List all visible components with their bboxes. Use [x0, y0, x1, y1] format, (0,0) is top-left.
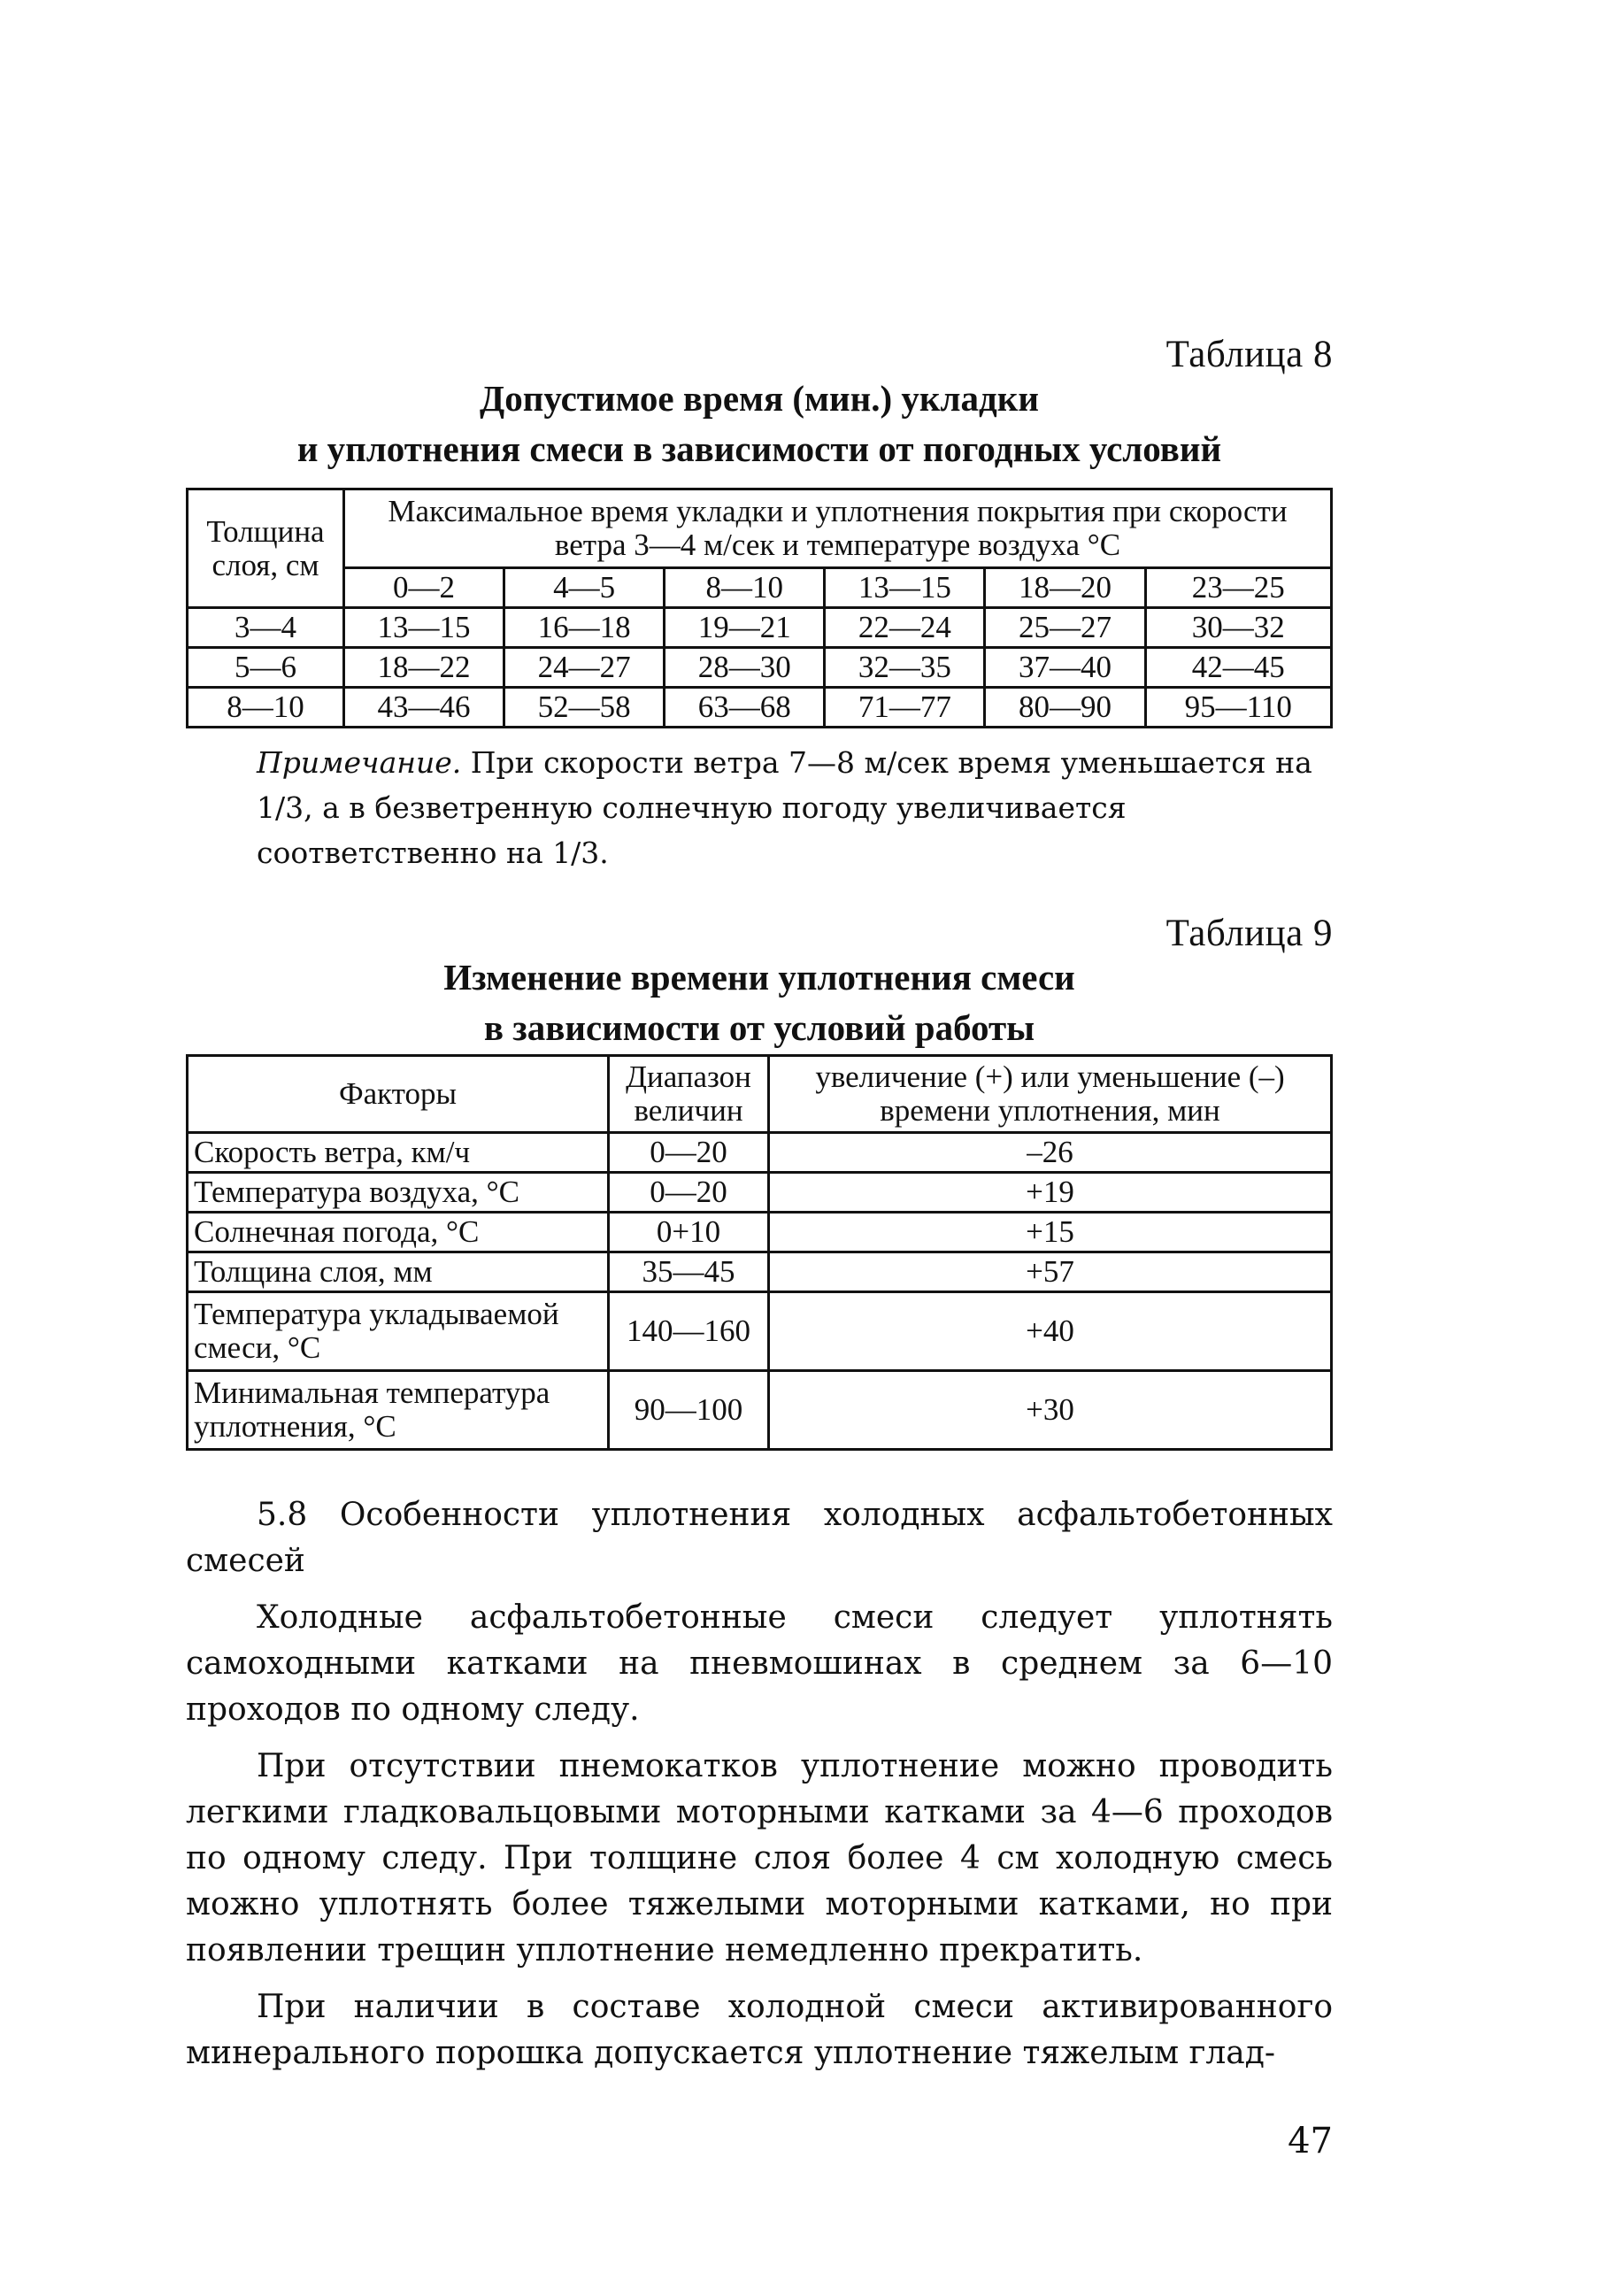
- document-page: [186, 0, 1333, 2296]
- header-change: увеличение (+) или уменьшение (–) времени уплотнения, мин: [769, 1056, 1332, 1133]
- temp-range-cell: 23—25: [1145, 568, 1331, 608]
- header-thickness: Толщина слоя, см: [188, 489, 344, 608]
- temp-range-cell: 0—2: [344, 568, 504, 608]
- value-cell: 63—68: [665, 688, 825, 728]
- value-cell: 30—32: [1145, 608, 1331, 648]
- factor-cell: Солнечная погода, °С: [188, 1213, 609, 1252]
- factor-cell: Температура укладываемой смеси, °С: [188, 1292, 609, 1371]
- factor-cell: Температура воздуха, °С: [188, 1173, 609, 1213]
- paragraph: При отсутствии пнемокатков уплотнение можно проводить легкими гладковальцовыми моторными катками за 4—6 проходов по одному следу. При толщине слоя более 4 см холодную смесь можно уплотнять более тяжелыми моторными катками, но при появлении трещин уплотнение немедленно прекратить.: [186, 1748, 1333, 1969]
- value-cell: 22—24: [825, 608, 985, 648]
- table-8-caption-line-2: и уплотнения смеси в зависимости от погодных условий: [296, 428, 1222, 469]
- value-cell: 42—45: [1145, 648, 1331, 688]
- value-cell: 16—18: [504, 608, 665, 648]
- section-heading: 5.8 Особенности уплотнения холодных асфальтобетонных смесей: [186, 1497, 1333, 1579]
- table-9-caption-line-2: в зависимости от условий работы: [483, 1007, 1035, 1048]
- change-cell: +15: [769, 1213, 1332, 1252]
- temp-range-cell: 18—20: [985, 568, 1145, 608]
- table-8-note: [257, 740, 1333, 875]
- value-cell: 19—21: [665, 608, 825, 648]
- table-row: [188, 688, 1332, 728]
- header-max-time: Максимальное время укладки и уплотнения покрытия при скорости ветра 3—4 м/сек и температуре воздуха °С: [344, 489, 1332, 568]
- table-row: [188, 1213, 1332, 1252]
- header-factors: Факторы: [188, 1056, 609, 1133]
- thickness-cell: 8—10: [188, 688, 344, 728]
- table-row: [188, 1133, 1332, 1173]
- paragraph: Холодные асфальтобетонные смеси следует уплотнять самоходными катками на пневмошинах в среднем за 6—10 проходов по одному следу.: [186, 1599, 1333, 1728]
- table-8-number: Таблица 8: [1165, 334, 1333, 375]
- temp-range-cell: 13—15: [825, 568, 985, 608]
- value-cell: 24—27: [504, 648, 665, 688]
- note-label: Примечание.: [257, 745, 462, 780]
- table-8: [186, 488, 1333, 728]
- range-cell: 140—160: [609, 1292, 769, 1371]
- thickness-cell: 3—4: [188, 608, 344, 648]
- table-row: [188, 1371, 1332, 1450]
- table-9-number: Таблица 9: [1165, 913, 1333, 954]
- page-number: 47: [1288, 2121, 1333, 2161]
- value-cell: 28—30: [665, 648, 825, 688]
- range-cell: 90—100: [609, 1371, 769, 1450]
- thickness-cell: 5—6: [188, 648, 344, 688]
- value-cell: 25—27: [985, 608, 1145, 648]
- value-cell: 37—40: [985, 648, 1145, 688]
- value-cell: 43—46: [344, 688, 504, 728]
- table-row: [188, 1252, 1332, 1292]
- table-row: [188, 648, 1332, 688]
- temp-range-cell: 4—5: [504, 568, 665, 608]
- value-cell: 32—35: [825, 648, 985, 688]
- change-cell: –26: [769, 1133, 1332, 1173]
- temp-range-cell: 8—10: [665, 568, 825, 608]
- factor-cell: Толщина слоя, мм: [188, 1252, 609, 1292]
- table-9-caption: [186, 952, 1333, 1053]
- change-cell: +30: [769, 1371, 1332, 1450]
- value-cell: 52—58: [504, 688, 665, 728]
- change-cell: +19: [769, 1173, 1332, 1213]
- table-8-caption: [186, 374, 1333, 474]
- table-row: [188, 1292, 1332, 1371]
- change-cell: +40: [769, 1292, 1332, 1371]
- change-cell: +57: [769, 1252, 1332, 1292]
- value-cell: 95—110: [1145, 688, 1331, 728]
- range-cell: 0—20: [609, 1133, 769, 1173]
- table-8-caption-line-1: Допустимое время (мин.) укладки: [480, 378, 1039, 419]
- range-cell: 0+10: [609, 1213, 769, 1252]
- header-range: Диапазон величин: [609, 1056, 769, 1133]
- table-row: [188, 608, 1332, 648]
- table-row: [188, 1173, 1332, 1213]
- value-cell: 71—77: [825, 688, 985, 728]
- value-cell: 18—22: [344, 648, 504, 688]
- body-text: [186, 1492, 1333, 2087]
- factor-cell: Скорость ветра, км/ч: [188, 1133, 609, 1173]
- range-cell: 0—20: [609, 1173, 769, 1213]
- factor-cell: Минимальная температура уплотнения, °С: [188, 1371, 609, 1450]
- value-cell: 80—90: [985, 688, 1145, 728]
- paragraph: При наличии в составе холодной смеси активированного минерального порошка допускается уплотнение тяжелым глад-: [186, 1989, 1333, 2071]
- table-9-caption-line-1: Изменение времени уплотнения смеси: [443, 957, 1075, 998]
- value-cell: 13—15: [344, 608, 504, 648]
- range-cell: 35—45: [609, 1252, 769, 1292]
- note-text: При скорости ветра 7—8 м/сек время уменьшается на 1/3, а в безветренную солнечную погоду увеличивается соответственно на 1/3.: [257, 745, 1312, 870]
- table-9: [186, 1054, 1333, 1451]
